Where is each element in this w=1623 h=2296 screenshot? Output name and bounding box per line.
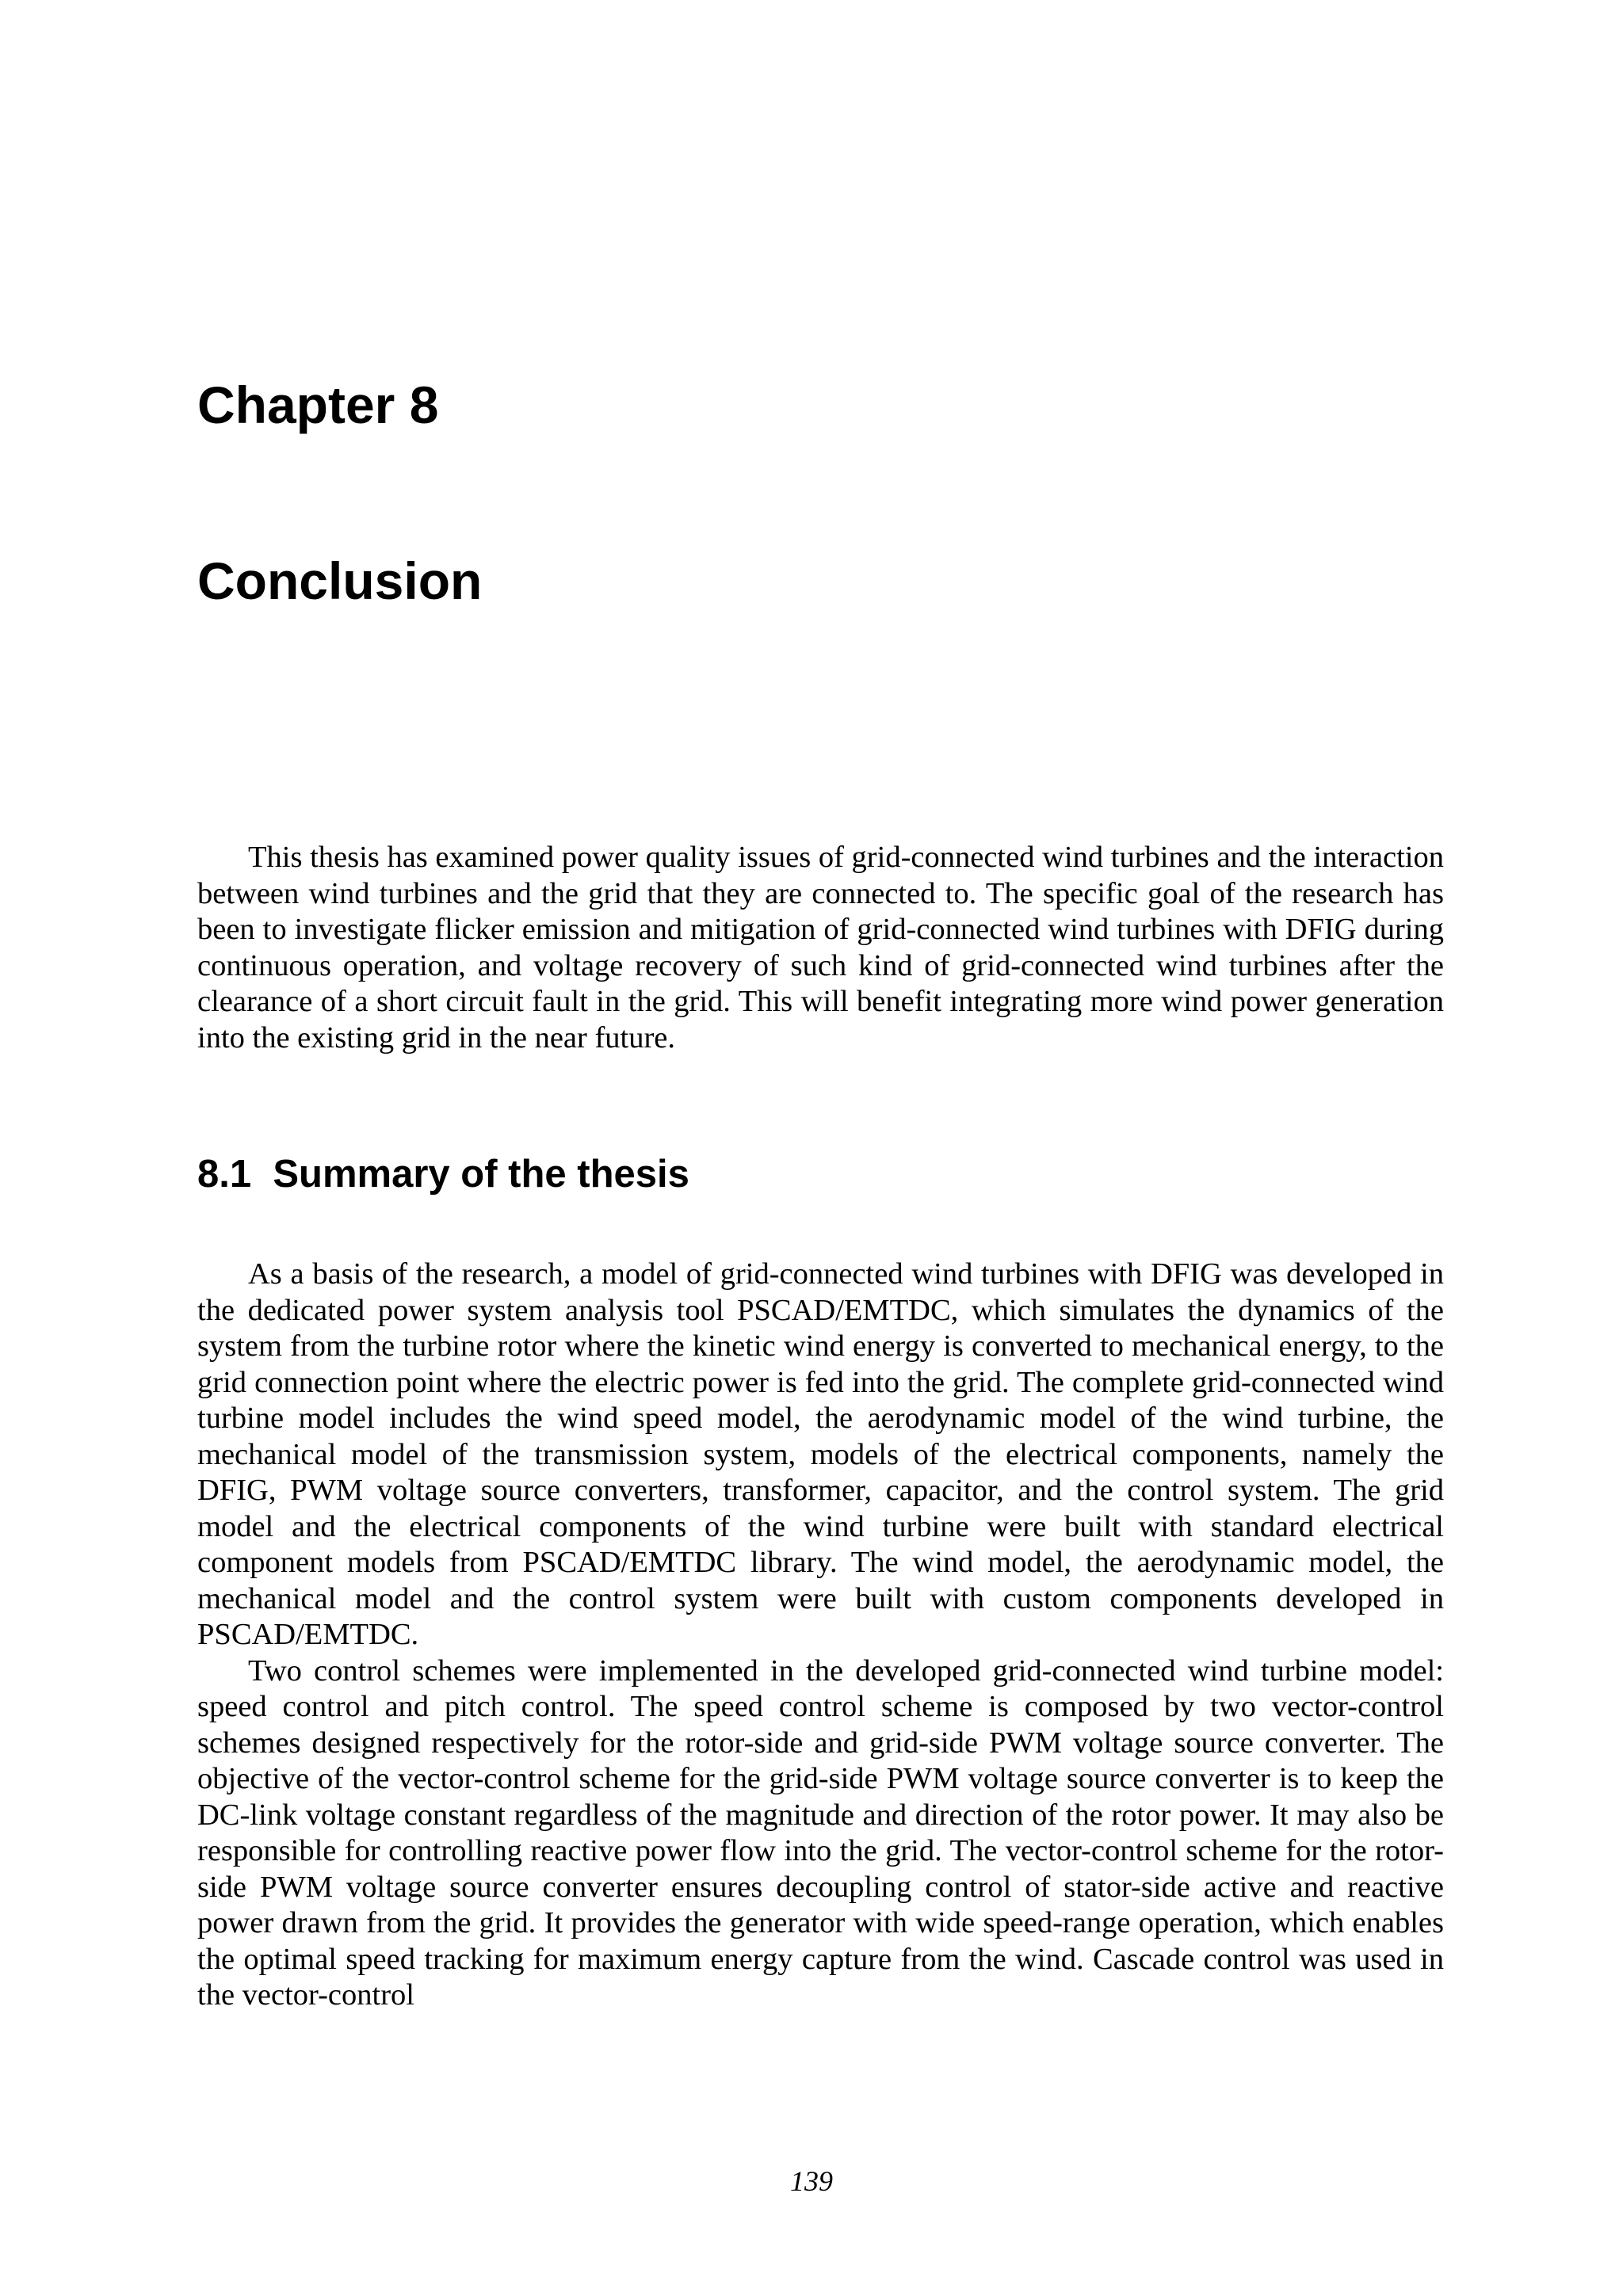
intro-paragraph: This thesis has examined power quality issues of grid-connected wind turbines and the interaction between wind turbines and the grid that they are connected to. The specific goal of the research has been to investigate flicker emission and mitigation of grid-connected wind turbines with DFIG during continuous operation, and voltage recovery of such kind of grid-connected wind turbines after the clearance of a short circuit fault in the grid. This will benefit integrating more wind power generation into the existing grid in the near future. [197, 841, 1444, 1055]
section-title: Summary of the thesis [273, 1153, 689, 1196]
section-number: 8.1 [197, 1153, 252, 1196]
section-body [197, 1257, 1444, 2014]
body-paragraph: Two control schemes were implemented in the developed grid-connected wind turbine model: speed control and pitch control. The speed control scheme is composed by two vector-control schemes designed respectively for the rotor-side and grid-side PWM voltage source converter. The objective of the vector-control scheme for the grid-side PWM voltage source converter is to keep the DC-link voltage constant regardless of the magnitude and direction of the rotor power. It may also be responsible for controlling reactive power flow into the grid. The vector-control scheme for the rotor-side PWM voltage source converter ensures decoupling control of stator-side active and reactive power drawn from the grid. It provides the generator with wide speed-range operation, which enables the optimal speed tracking for maximum energy capture from the wind. Cascade control was used in the vector-control [197, 1653, 1444, 2012]
chapter-title: Conclusion [197, 551, 483, 610]
section-heading [197, 1155, 689, 1194]
chapter-label: Chapter 8 [197, 376, 439, 434]
body-paragraph: As a basis of the research, a model of grid-connected wind turbines with DFIG was developed in the dedicated power system analysis tool PSCAD/EMTDC, which simulates the dynamics of the system from the turbine rotor where the kinetic wind energy is converted to mechanical energy, to the grid connection point where the electric power is fed into the grid. The complete grid-connected wind turbine model includes the wind speed model, the aerodynamic model of the wind turbine, the mechanical model of the transmission system, models of the electrical components, namely the DFIG, PWM voltage source converters, transformer, capacitor, and the control system. The grid model and the electrical components of the wind turbine were built with standard electrical component models from PSCAD/EMTDC library. The wind model, the aerodynamic model, the mechanical model and the control system were built with custom components developed in PSCAD/EMTDC. [197, 1257, 1444, 1651]
page-number: 139 [790, 2165, 833, 2197]
intro-block [197, 840, 1444, 1056]
